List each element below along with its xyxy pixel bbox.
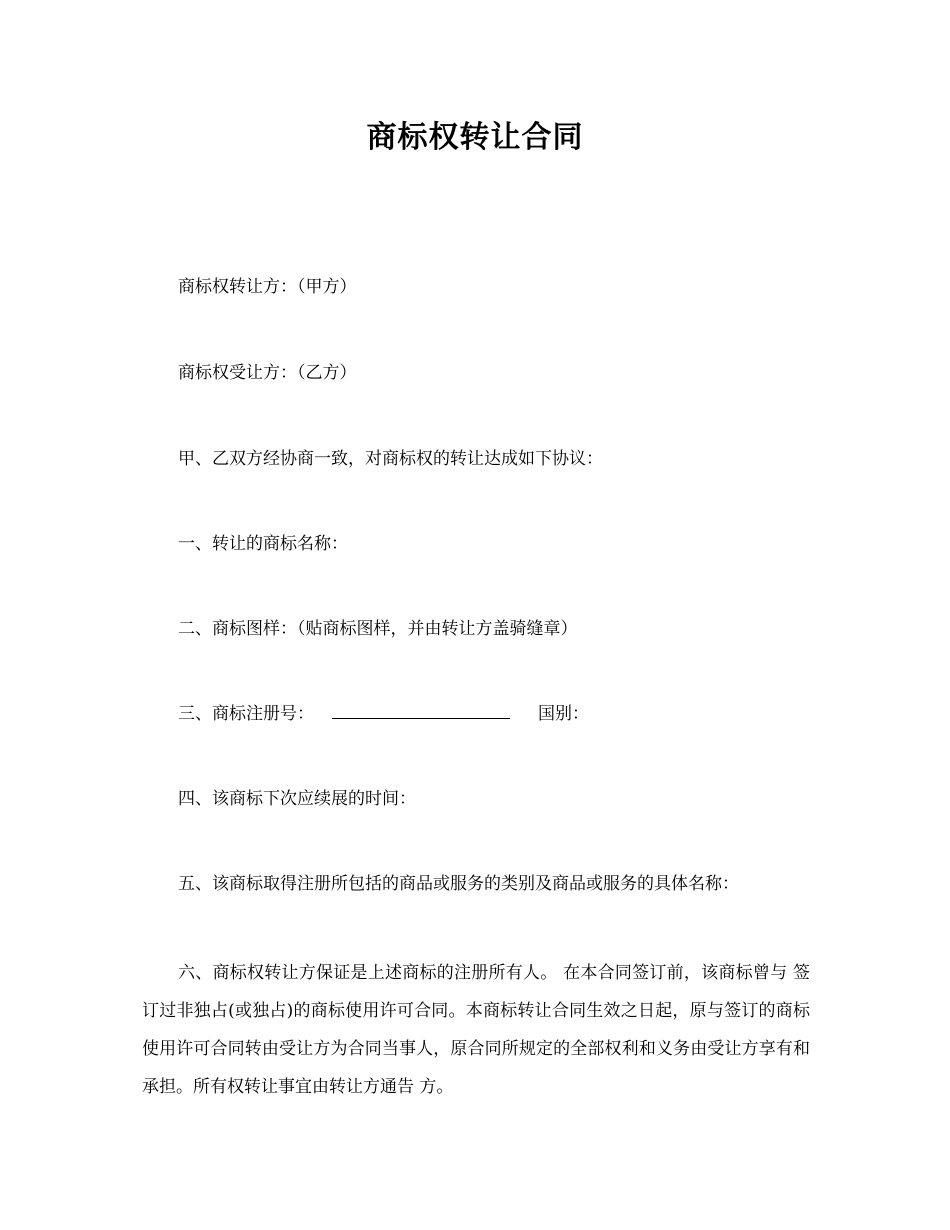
- transferor-line: 商标权转让方：（甲方）: [178, 277, 357, 297]
- transferee-line: 商标权受让方：（乙方）: [178, 363, 357, 383]
- clause-2-trademark-sample: 二、商标图样：（贴商标图样，并由转让方盖骑缝章）: [178, 619, 578, 639]
- country-label: 国别：: [538, 704, 589, 724]
- clause-6-ownership-guarantee: 六、商标权转让方保证是上述商标的注册所有人。 在本合同签订前，该商标曾与 签订过非独占(或独占)的商标使用许可合同。本商标转让合同生效之日起，原与签订的商标使用许可合同转由受让方为合同当事人，原合同所规定的全部权利和义务由受让方享有和承担。所有权转让事宜由转让方通告 方。: [142, 963, 810, 1097]
- clause-5-goods-services: 五、该商标取得注册所包括的商品或服务的类别及商品或服务的具体名称：: [178, 874, 739, 894]
- registration-number-label: 三、商标注册号：: [178, 704, 314, 724]
- clause-3-registration-number: [178, 702, 589, 726]
- registration-number-blank: [332, 702, 510, 719]
- document-title: 商标权转让合同: [366, 120, 584, 155]
- preamble-line: 甲、乙双方经协商一致，对商标权的转让达成如下协议：: [178, 449, 603, 469]
- clause-4-renewal-time: 四、该商标下次应续展的时间：: [178, 789, 416, 809]
- clause-1-trademark-name: 一、转让的商标名称：: [178, 534, 348, 554]
